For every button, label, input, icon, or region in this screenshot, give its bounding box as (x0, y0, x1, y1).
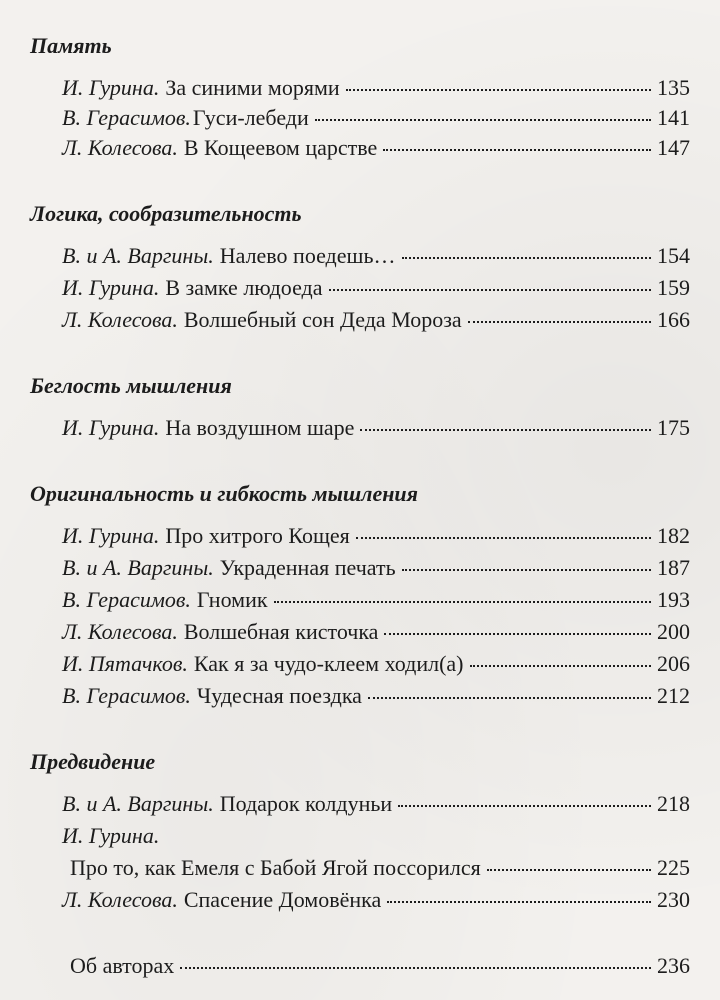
toc-entry[interactable] (62, 522, 690, 550)
toc-entry[interactable] (62, 274, 690, 302)
toc-entry[interactable] (62, 682, 690, 710)
entry-page: 154 (657, 243, 690, 268)
entry-author: И. Гурина. (62, 275, 160, 300)
entry-title: В Кощеевом царстве (183, 135, 378, 160)
dot-leader (387, 901, 651, 903)
dot-leader (402, 569, 651, 571)
entry-page: 206 (657, 651, 690, 676)
entry-title: Гуси-лебеди (192, 105, 309, 130)
toc-entry[interactable] (62, 104, 690, 132)
dot-leader (487, 869, 651, 871)
entry-author: И. Гурина. (62, 75, 160, 100)
entry-title: На воздушном шаре (165, 415, 355, 440)
entry-author: В. Герасимов. (62, 587, 191, 612)
section-title-foresight: Предвидение (30, 749, 156, 774)
dot-leader (368, 697, 651, 699)
toc-entry[interactable] (62, 134, 690, 162)
dot-leader (356, 537, 651, 539)
entry-page: 218 (657, 791, 690, 816)
entry-page: 147 (657, 135, 690, 160)
dot-leader (383, 149, 651, 151)
entry-page: 236 (657, 953, 690, 978)
entry-title: Подарок колдуньи (219, 791, 393, 816)
toc-entry[interactable] (70, 854, 690, 882)
dot-leader (468, 321, 651, 323)
entry-title: Гномик (196, 587, 268, 612)
entry-title: Налево поедешь… (219, 243, 396, 268)
toc-entry[interactable] (62, 886, 690, 914)
entry-page: 230 (657, 887, 690, 912)
entry-title: Чудесная поездка (196, 683, 362, 708)
toc-entry[interactable] (62, 790, 690, 818)
entry-title: За синими морями (165, 75, 340, 100)
entry-page: 200 (657, 619, 690, 644)
entry-page: 187 (657, 555, 690, 580)
entry-author: В. Герасимов. (62, 683, 191, 708)
entry-author: В. и А. Варгины. (62, 555, 214, 580)
toc-entry[interactable] (62, 242, 690, 270)
entry-title: В замке людоеда (165, 275, 323, 300)
toc-entry[interactable] (62, 586, 690, 614)
section-title-logic: Логика, сообразительность (30, 201, 302, 226)
entry-author: Л. Колесова. (62, 619, 178, 644)
dot-leader (470, 665, 652, 667)
section-title-originality: Оригинальность и гибкость мышления (30, 481, 418, 506)
dot-leader (398, 805, 651, 807)
toc-entry-about-authors[interactable] (70, 952, 690, 980)
section-title-memory: Память (30, 33, 112, 58)
entry-page: 135 (657, 75, 690, 100)
dot-leader (180, 967, 651, 969)
dot-leader (315, 119, 651, 121)
entry-title: Украденная печать (219, 555, 396, 580)
entry-title: Волшебная кисточка (183, 619, 379, 644)
entry-page: 193 (657, 587, 690, 612)
toc-entry[interactable] (62, 74, 690, 102)
entry-title: Об авторах (70, 953, 175, 978)
entry-author: И. Гурина. (62, 415, 160, 440)
entry-page: 175 (657, 415, 690, 440)
entry-author: Л. Колесова. (62, 307, 178, 332)
entry-title: Волшебный сон Деда Мороза (183, 307, 462, 332)
toc-entry[interactable] (62, 554, 690, 582)
entry-author: И. Гурина. (62, 523, 160, 548)
entry-author: И. Пятачков. (62, 651, 188, 676)
dot-leader (384, 633, 651, 635)
entry-title: Спасение Домовёнка (183, 887, 382, 912)
entry-title: Как я за чудо-клеем ходил(а) (193, 651, 464, 676)
entry-page: 166 (657, 307, 690, 332)
entry-author: Л. Колесова. (62, 135, 178, 160)
entry-author: И. Гурина. (62, 823, 160, 848)
dot-leader (346, 89, 651, 91)
entry-page: 141 (657, 105, 690, 130)
entry-author: В. и А. Варгины. (62, 791, 214, 816)
toc-entry[interactable] (62, 650, 690, 678)
entry-author: В. Герасимов. (62, 105, 191, 130)
entry-page: 225 (657, 855, 690, 880)
dot-leader (360, 429, 651, 431)
toc-entry[interactable] (62, 618, 690, 646)
entry-page: 212 (657, 683, 690, 708)
entry-title: Про то, как Емеля с Бабой Ягой поссорился (70, 855, 481, 880)
dot-leader (274, 601, 651, 603)
toc-entry[interactable] (62, 306, 690, 334)
section-title-fluency: Беглость мышления (30, 373, 232, 398)
entry-page: 182 (657, 523, 690, 548)
toc-entry[interactable] (62, 414, 690, 442)
entry-page: 159 (657, 275, 690, 300)
entry-author: Л. Колесова. (62, 887, 178, 912)
dot-leader (329, 289, 651, 291)
entry-title: Про хитрого Кощея (165, 523, 350, 548)
entry-author: В. и А. Варгины. (62, 243, 214, 268)
dot-leader (402, 257, 652, 259)
